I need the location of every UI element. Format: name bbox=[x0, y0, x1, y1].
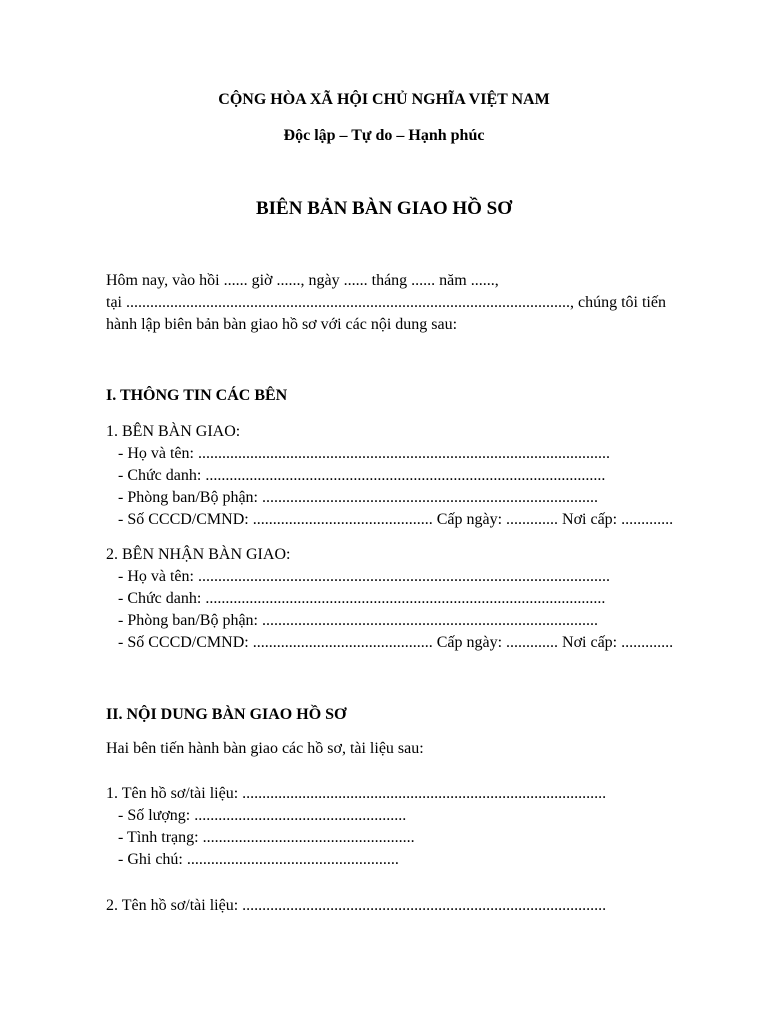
receiver-label: 2. BÊN NHẬN BÀN GIAO: bbox=[106, 546, 291, 563]
section-1-heading: I. THÔNG TIN CÁC BÊN bbox=[106, 387, 288, 404]
giver-position-field: - Chức danh: .................................................................................................... bbox=[118, 467, 606, 484]
giver-id-field: - Số CCCD/CMND: ............................................. Cấp ngày: ............. Nơi cấp: ............. bbox=[118, 511, 674, 528]
intro-line-3: hành lập biên bản bàn giao hồ sơ với các nội dung sau: bbox=[106, 316, 458, 333]
item-2-name-field: 2. Tên hồ sơ/tài liệu: ........................................................................................... bbox=[106, 897, 607, 914]
intro-line-1: Hôm nay, vào hồi ...... giờ ......, ngày ...... tháng ...... năm ......, bbox=[106, 272, 499, 289]
motto: Độc lập – Tự do – Hạnh phúc bbox=[283, 127, 485, 144]
nation-header: CỘNG HÒA XÃ HỘI CHỦ NGHĨA VIỆT NAM bbox=[218, 91, 550, 108]
giver-department-field: - Phòng ban/Bộ phận: .................................................................................... bbox=[118, 489, 598, 506]
item-1-name-field: 1. Tên hồ sơ/tài liệu: ........................................................................................... bbox=[106, 785, 607, 802]
giver-label: 1. BÊN BÀN GIAO: bbox=[106, 423, 241, 440]
document-title: BIÊN BẢN BÀN GIAO HỒ SƠ bbox=[255, 198, 513, 219]
receiver-position-field: - Chức danh: .................................................................................................... bbox=[118, 590, 606, 607]
receiver-department-field: - Phòng ban/Bộ phận: .................................................................................... bbox=[118, 612, 598, 629]
item-1-quantity-field: - Số lượng: ..................................................... bbox=[118, 807, 407, 824]
giver-name-field: - Họ và tên: ....................................................................................................... bbox=[118, 445, 610, 462]
section-2-intro: Hai bên tiến hành bàn giao các hồ sơ, tài liệu sau: bbox=[106, 740, 424, 757]
intro-line-2: tại ..............................................................................................................., chúng tôi tiến bbox=[106, 294, 666, 311]
item-1-status-field: - Tình trạng: ..................................................... bbox=[118, 829, 415, 846]
receiver-id-field: - Số CCCD/CMND: ............................................. Cấp ngày: ............. Nơi cấp: ............. bbox=[118, 634, 674, 651]
receiver-name-field: - Họ và tên: ....................................................................................................... bbox=[118, 568, 610, 585]
item-1-note-field: - Ghi chú: ..................................................... bbox=[118, 851, 399, 868]
section-2-heading: II. NỘI DUNG BÀN GIAO HỒ SƠ bbox=[106, 706, 347, 723]
